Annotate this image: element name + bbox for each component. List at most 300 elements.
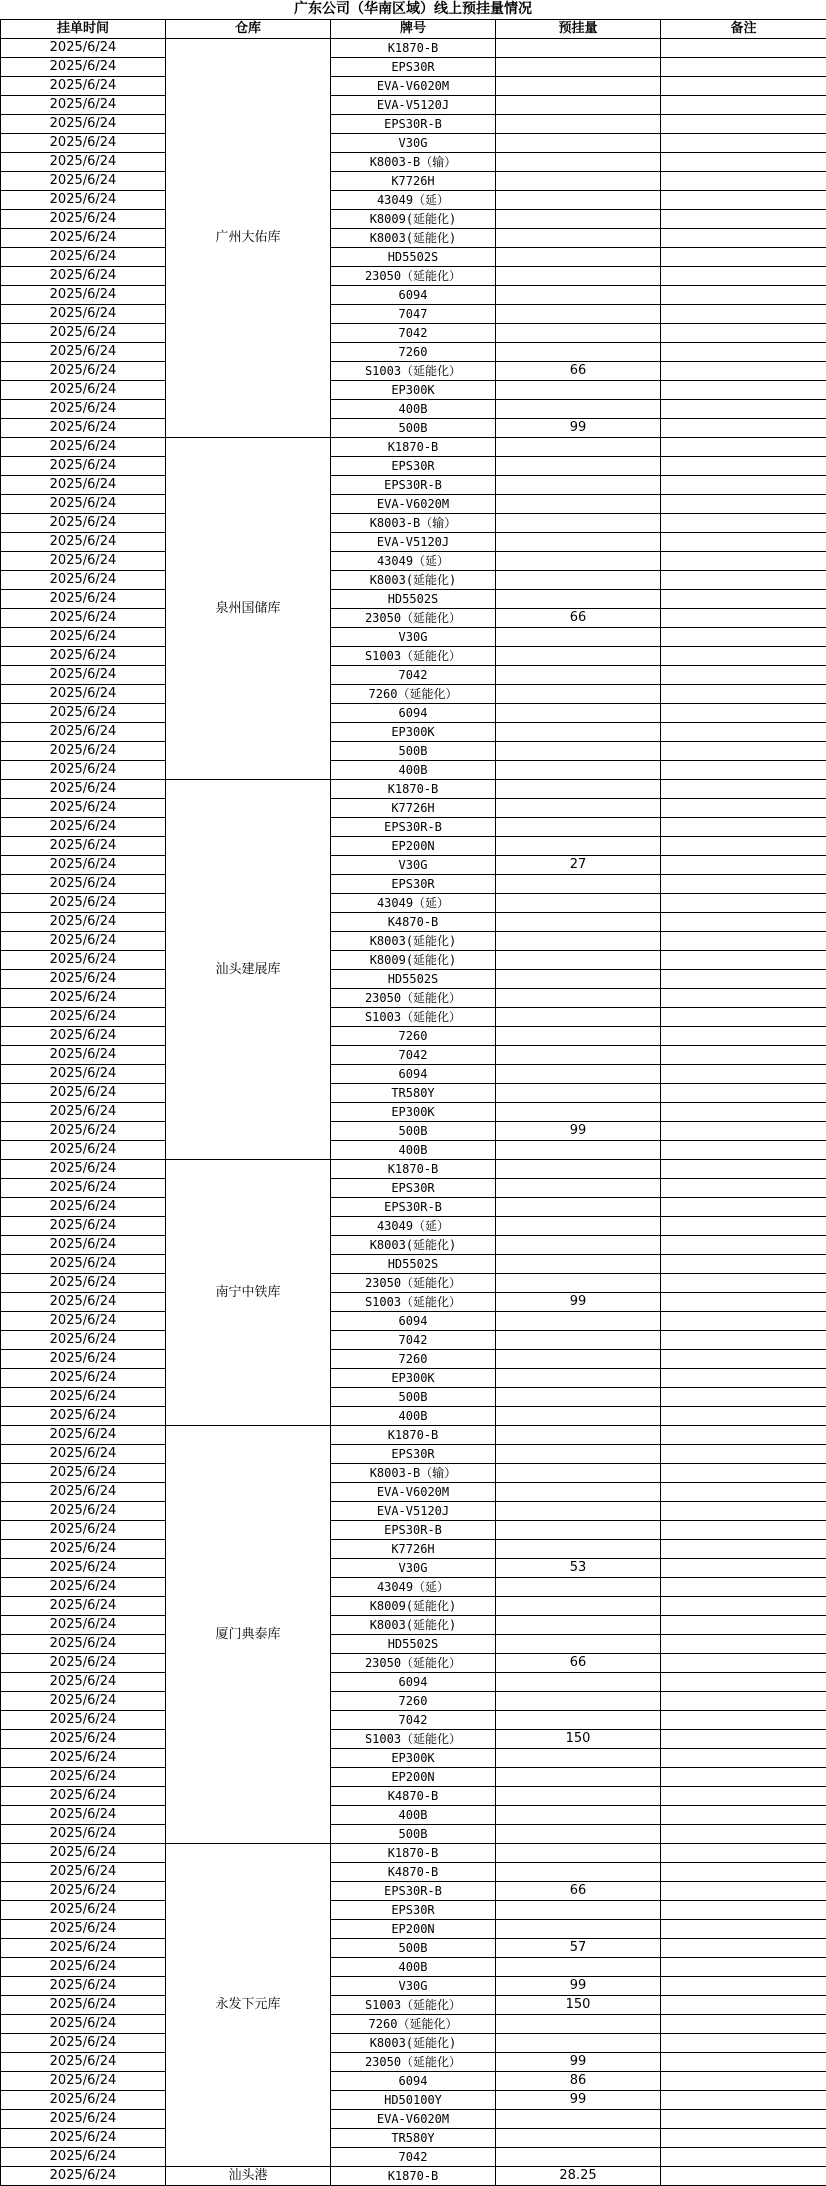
remark-cell: [661, 1730, 826, 1749]
brand-cell: EPS30R-B: [331, 476, 496, 495]
date-cell: 2025/6/24: [1, 1825, 166, 1844]
remark-cell: [661, 1578, 826, 1597]
brand-cell: 6094: [331, 2072, 496, 2091]
table-row: [1, 2110, 826, 2129]
table-row: [1, 1920, 826, 1939]
brand-cell: S1003（延能化）: [331, 647, 496, 666]
table-row: [1, 210, 826, 229]
quantity-cell: [496, 2129, 661, 2148]
quantity-cell: [496, 666, 661, 685]
brand-cell: EVA-V5120J: [331, 96, 496, 115]
brand-cell: K8003(延能化): [331, 2034, 496, 2053]
date-cell: 2025/6/24: [1, 1426, 166, 1445]
remark-cell: [661, 1844, 826, 1863]
table-row: [1, 1882, 826, 1901]
table-row: [1, 1559, 826, 1578]
date-cell: 2025/6/24: [1, 1464, 166, 1483]
quantity-cell: [496, 2015, 661, 2034]
quantity-cell: [496, 1635, 661, 1654]
remark-cell: [661, 818, 826, 837]
brand-cell: HD5502S: [331, 590, 496, 609]
table-row: [1, 2015, 826, 2034]
brand-cell: EP300K: [331, 1103, 496, 1122]
remark-cell: [661, 1483, 826, 1502]
date-cell: 2025/6/24: [1, 362, 166, 381]
remark-cell: [661, 1673, 826, 1692]
brand-cell: EPS30R-B: [331, 1198, 496, 1217]
brand-cell: 500B: [331, 1122, 496, 1141]
brand-cell: HD5502S: [331, 248, 496, 267]
table-row: [1, 2034, 826, 2053]
quantity-cell: [496, 172, 661, 191]
table-row: [1, 1331, 826, 1350]
quantity-cell: [496, 229, 661, 248]
remark-cell: [661, 1996, 826, 2015]
brand-cell: K8009(延能化): [331, 210, 496, 229]
table-row: [1, 761, 826, 780]
remark-cell: [661, 951, 826, 970]
table-row: [1, 1046, 826, 1065]
remark-cell: [661, 723, 826, 742]
table-row: [1, 1084, 826, 1103]
quantity-cell: 150: [496, 1730, 661, 1749]
date-cell: 2025/6/24: [1, 1027, 166, 1046]
quantity-cell: [496, 400, 661, 419]
quantity-cell: [496, 1369, 661, 1388]
brand-cell: 43049（延）: [331, 1578, 496, 1597]
date-cell: 2025/6/24: [1, 2072, 166, 2091]
warehouse-cell: 泉州国储库: [166, 438, 331, 780]
quantity-cell: [496, 153, 661, 172]
table-row: [1, 229, 826, 248]
table-row: [1, 951, 826, 970]
date-cell: 2025/6/24: [1, 1749, 166, 1768]
date-cell: 2025/6/24: [1, 1331, 166, 1350]
quantity-cell: [496, 1141, 661, 1160]
table-row: [1, 1008, 826, 1027]
table-row: [1, 913, 826, 932]
quantity-cell: [496, 495, 661, 514]
quantity-cell: 86: [496, 2072, 661, 2091]
table-row: [1, 58, 826, 77]
date-cell: 2025/6/24: [1, 742, 166, 761]
brand-cell: EP200N: [331, 1920, 496, 1939]
date-cell: 2025/6/24: [1, 115, 166, 134]
quantity-cell: [496, 628, 661, 647]
table-row: [1, 1597, 826, 1616]
quantity-cell: [496, 1692, 661, 1711]
brand-cell: 23050（延能化）: [331, 1274, 496, 1293]
table-row: [1, 1312, 826, 1331]
brand-cell: EVA-V6020M: [331, 495, 496, 514]
date-cell: 2025/6/24: [1, 1103, 166, 1122]
table-row: [1, 609, 826, 628]
date-cell: 2025/6/24: [1, 1046, 166, 1065]
brand-cell: EPS30R-B: [331, 818, 496, 837]
table-row: [1, 837, 826, 856]
remark-cell: [661, 2015, 826, 2034]
table-row: [1, 1426, 826, 1445]
quantity-cell: [496, 1312, 661, 1331]
date-cell: 2025/6/24: [1, 248, 166, 267]
brand-cell: K8009(延能化): [331, 951, 496, 970]
remark-cell: [661, 761, 826, 780]
table-row: [1, 1141, 826, 1160]
table-row: [1, 1388, 826, 1407]
brand-cell: 7042: [331, 666, 496, 685]
date-cell: 2025/6/24: [1, 2110, 166, 2129]
date-cell: 2025/6/24: [1, 875, 166, 894]
table-row: [1, 1369, 826, 1388]
date-cell: 2025/6/24: [1, 989, 166, 1008]
remark-cell: [661, 1920, 826, 1939]
quantity-cell: [496, 1084, 661, 1103]
remark-cell: [661, 1046, 826, 1065]
date-cell: 2025/6/24: [1, 704, 166, 723]
quantity-cell: 99: [496, 1293, 661, 1312]
remark-cell: [661, 1445, 826, 1464]
quantity-cell: [496, 1863, 661, 1882]
quantity-cell: [496, 1483, 661, 1502]
quantity-cell: [496, 742, 661, 761]
date-cell: 2025/6/24: [1, 1616, 166, 1635]
warehouse-cell: 南宁中铁库: [166, 1160, 331, 1426]
date-cell: 2025/6/24: [1, 134, 166, 153]
quantity-cell: [496, 1008, 661, 1027]
quantity-cell: [496, 343, 661, 362]
date-cell: 2025/6/24: [1, 2148, 166, 2167]
quantity-cell: [496, 951, 661, 970]
table-row: [1, 1673, 826, 1692]
quantity-cell: 27: [496, 856, 661, 875]
brand-cell: 7260（延能化）: [331, 2015, 496, 2034]
remark-cell: [661, 1084, 826, 1103]
date-cell: 2025/6/24: [1, 571, 166, 590]
table-row: [1, 1198, 826, 1217]
remark-cell: [661, 552, 826, 571]
date-cell: 2025/6/24: [1, 1654, 166, 1673]
date-cell: 2025/6/24: [1, 723, 166, 742]
warehouse-cell: 广州大佑库: [166, 39, 331, 438]
remark-cell: [661, 305, 826, 324]
date-cell: 2025/6/24: [1, 628, 166, 647]
brand-cell: EPS30R: [331, 1179, 496, 1198]
quantity-cell: [496, 723, 661, 742]
quantity-cell: [496, 875, 661, 894]
quantity-cell: [496, 1578, 661, 1597]
quantity-cell: [496, 1806, 661, 1825]
brand-cell: 500B: [331, 742, 496, 761]
quantity-cell: [496, 1236, 661, 1255]
quantity-cell: [496, 1958, 661, 1977]
quantity-cell: [496, 1217, 661, 1236]
header-brand: 牌号: [331, 20, 496, 39]
brand-cell: K1870-B: [331, 1844, 496, 1863]
remark-cell: [661, 533, 826, 552]
table-row: [1, 1844, 826, 1863]
remark-cell: [661, 1426, 826, 1445]
date-cell: 2025/6/24: [1, 1160, 166, 1179]
quantity-cell: 99: [496, 1122, 661, 1141]
date-cell: 2025/6/24: [1, 210, 166, 229]
remark-cell: [661, 362, 826, 381]
quantity-cell: [496, 96, 661, 115]
brand-cell: 6094: [331, 286, 496, 305]
remark-cell: [661, 685, 826, 704]
remark-cell: [661, 1369, 826, 1388]
remark-cell: [661, 153, 826, 172]
table-row: [1, 1711, 826, 1730]
quantity-cell: [496, 1464, 661, 1483]
date-cell: 2025/6/24: [1, 58, 166, 77]
remark-cell: [661, 1122, 826, 1141]
remark-cell: [661, 913, 826, 932]
quantity-cell: 99: [496, 2053, 661, 2072]
remark-cell: [661, 1274, 826, 1293]
brand-cell: K4870-B: [331, 1863, 496, 1882]
table-row: [1, 1445, 826, 1464]
table-row: [1, 1521, 826, 1540]
brand-cell: 500B: [331, 1939, 496, 1958]
date-cell: 2025/6/24: [1, 970, 166, 989]
brand-cell: K1870-B: [331, 1426, 496, 1445]
brand-cell: EPS30R: [331, 58, 496, 77]
date-cell: 2025/6/24: [1, 267, 166, 286]
table-row: [1, 1103, 826, 1122]
brand-cell: 7042: [331, 1046, 496, 1065]
date-cell: 2025/6/24: [1, 419, 166, 438]
remark-cell: [661, 1198, 826, 1217]
brand-cell: 400B: [331, 400, 496, 419]
date-cell: 2025/6/24: [1, 1293, 166, 1312]
brand-cell: S1003（延能化）: [331, 1293, 496, 1312]
quantity-cell: [496, 533, 661, 552]
table-row: [1, 1122, 826, 1141]
table-row: [1, 1065, 826, 1084]
date-cell: 2025/6/24: [1, 438, 166, 457]
table-row: [1, 248, 826, 267]
remark-cell: [661, 2091, 826, 2110]
remark-cell: [661, 894, 826, 913]
table-row: [1, 1578, 826, 1597]
brand-cell: 43049（延）: [331, 894, 496, 913]
table-row: [1, 495, 826, 514]
quantity-cell: [496, 248, 661, 267]
brand-cell: 500B: [331, 419, 496, 438]
date-cell: 2025/6/24: [1, 1255, 166, 1274]
date-cell: 2025/6/24: [1, 229, 166, 248]
table-row: [1, 343, 826, 362]
remark-cell: [661, 1654, 826, 1673]
table-row: [1, 1806, 826, 1825]
quantity-cell: [496, 324, 661, 343]
brand-cell: HD5502S: [331, 1255, 496, 1274]
table-row: [1, 324, 826, 343]
table-row: [1, 1749, 826, 1768]
date-cell: 2025/6/24: [1, 96, 166, 115]
remark-cell: [661, 1768, 826, 1787]
date-cell: 2025/6/24: [1, 1578, 166, 1597]
remark-cell: [661, 1217, 826, 1236]
brand-cell: K8003(延能化): [331, 1616, 496, 1635]
date-cell: 2025/6/24: [1, 1065, 166, 1084]
remark-cell: [661, 2034, 826, 2053]
table-row: [1, 1996, 826, 2015]
brand-cell: 400B: [331, 1958, 496, 1977]
date-cell: 2025/6/24: [1, 39, 166, 58]
remark-cell: [661, 2148, 826, 2167]
quantity-cell: [496, 476, 661, 495]
remark-cell: [661, 495, 826, 514]
remark-cell: [661, 1407, 826, 1426]
quantity-cell: [496, 1787, 661, 1806]
warehouse-cell: 汕头港: [166, 2167, 331, 2186]
table-row: [1, 1825, 826, 1844]
table-row: [1, 1654, 826, 1673]
brand-cell: K8003(延能化): [331, 229, 496, 248]
remark-cell: [661, 248, 826, 267]
brand-cell: EVA-V5120J: [331, 1502, 496, 1521]
brand-cell: 7260: [331, 343, 496, 362]
date-cell: 2025/6/24: [1, 343, 166, 362]
date-cell: 2025/6/24: [1, 286, 166, 305]
table-row: [1, 1027, 826, 1046]
brand-cell: 400B: [331, 1806, 496, 1825]
remark-cell: [661, 647, 826, 666]
brand-cell: V30G: [331, 628, 496, 647]
remark-cell: [661, 1939, 826, 1958]
table-row: [1, 419, 826, 438]
remark-cell: [661, 457, 826, 476]
table-row: [1, 1293, 826, 1312]
date-cell: 2025/6/24: [1, 1236, 166, 1255]
remark-cell: [661, 1559, 826, 1578]
quantity-cell: [496, 191, 661, 210]
brand-cell: 7047: [331, 305, 496, 324]
date-cell: 2025/6/24: [1, 1559, 166, 1578]
quantity-cell: [496, 818, 661, 837]
date-cell: 2025/6/24: [1, 1901, 166, 1920]
remark-cell: [661, 229, 826, 248]
table-row: [1, 1768, 826, 1787]
quantity-cell: [496, 2110, 661, 2129]
table-row: [1, 723, 826, 742]
remark-cell: [661, 419, 826, 438]
brand-cell: K8003(延能化): [331, 571, 496, 590]
quantity-cell: [496, 1825, 661, 1844]
remark-cell: [661, 172, 826, 191]
quantity-cell: [496, 39, 661, 58]
date-cell: 2025/6/24: [1, 856, 166, 875]
remark-cell: [661, 1825, 826, 1844]
quantity-cell: [496, 1046, 661, 1065]
header-row: [1, 20, 826, 39]
remark-cell: [661, 1863, 826, 1882]
brand-cell: 400B: [331, 1407, 496, 1426]
quantity-cell: [496, 590, 661, 609]
table-row: [1, 1483, 826, 1502]
table-row: [1, 2091, 826, 2110]
brand-cell: HD50100Y: [331, 2091, 496, 2110]
table-row: [1, 1616, 826, 1635]
remark-cell: [661, 1027, 826, 1046]
table-row: [1, 267, 826, 286]
table-row: [1, 989, 826, 1008]
brand-cell: 7260（延能化）: [331, 685, 496, 704]
brand-cell: 23050（延能化）: [331, 267, 496, 286]
remark-cell: [661, 970, 826, 989]
brand-cell: 7042: [331, 2148, 496, 2167]
date-cell: 2025/6/24: [1, 2091, 166, 2110]
remark-cell: [661, 1597, 826, 1616]
brand-cell: EP300K: [331, 1749, 496, 1768]
date-cell: 2025/6/24: [1, 1977, 166, 1996]
brand-cell: HD5502S: [331, 970, 496, 989]
remark-cell: [661, 58, 826, 77]
table-row: [1, 115, 826, 134]
date-cell: 2025/6/24: [1, 1996, 166, 2015]
date-cell: 2025/6/24: [1, 1388, 166, 1407]
brand-cell: K4870-B: [331, 1787, 496, 1806]
remark-cell: [661, 1065, 826, 1084]
table-row: [1, 1787, 826, 1806]
quantity-cell: [496, 305, 661, 324]
brand-cell: EPS30R-B: [331, 115, 496, 134]
table-row: [1, 457, 826, 476]
table-row: [1, 704, 826, 723]
table-row: [1, 2053, 826, 2072]
remark-cell: [661, 476, 826, 495]
table-row: [1, 628, 826, 647]
table-row: [1, 1635, 826, 1654]
remark-cell: [661, 1711, 826, 1730]
quantity-cell: [496, 894, 661, 913]
table-row: [1, 2167, 826, 2186]
brand-cell: 23050（延能化）: [331, 1654, 496, 1673]
quantity-cell: [496, 1749, 661, 1768]
brand-cell: EVA-V6020M: [331, 1483, 496, 1502]
remark-cell: [661, 96, 826, 115]
remark-cell: [661, 324, 826, 343]
remark-cell: [661, 1293, 826, 1312]
quantity-cell: [496, 1255, 661, 1274]
quantity-cell: 66: [496, 609, 661, 628]
date-cell: 2025/6/24: [1, 590, 166, 609]
remark-cell: [661, 1977, 826, 1996]
brand-cell: V30G: [331, 856, 496, 875]
date-cell: 2025/6/24: [1, 476, 166, 495]
table-row: [1, 191, 826, 210]
date-cell: 2025/6/24: [1, 1217, 166, 1236]
brand-cell: 6094: [331, 1312, 496, 1331]
table-row: [1, 134, 826, 153]
date-cell: 2025/6/24: [1, 1920, 166, 1939]
table-row: [1, 1939, 826, 1958]
quantity-cell: [496, 685, 661, 704]
table-row: [1, 77, 826, 96]
brand-cell: S1003（延能化）: [331, 1730, 496, 1749]
brand-cell: 6094: [331, 704, 496, 723]
date-cell: 2025/6/24: [1, 1844, 166, 1863]
brand-cell: K8009(延能化): [331, 1597, 496, 1616]
brand-cell: K1870-B: [331, 438, 496, 457]
date-cell: 2025/6/24: [1, 894, 166, 913]
remark-cell: [661, 628, 826, 647]
table-row: [1, 685, 826, 704]
quantity-cell: [496, 837, 661, 856]
brand-cell: 7042: [331, 324, 496, 343]
quantity-cell: [496, 1502, 661, 1521]
